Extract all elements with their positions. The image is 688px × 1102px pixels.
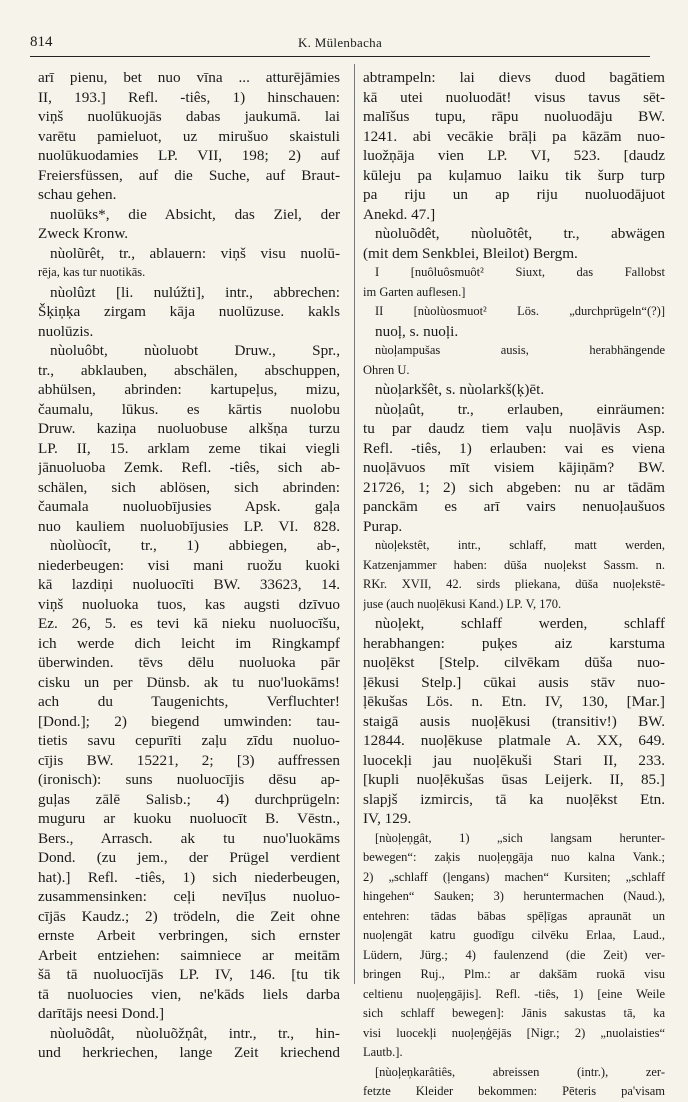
text-line: nuoļāvuos mīt visiem kājiņām? BW. [363,459,665,476]
text-line: [nùoļeņkarâtiês, abreissen (intr.), zer- [375,1064,665,1079]
text-line: nùoļarkšêt, s. nùolarkš(ķ)ēt. [375,381,545,398]
text-line: entehren: tādas bābas spēļīgas apraunāt un [363,908,665,923]
text-line: nuoļ, s. nuoļi. [375,322,459,340]
text-line: Refl. -tiês, 1) erlauben: vai es viena [363,439,665,457]
text-line: panckām es arī vairs nenuoļaušuos [363,498,665,515]
text-line: ļēkušas Lös. n. Etn. IV, 130, [Mar.] [363,693,665,710]
text-line: fetzte Kleider bekommen: Pēteris pa'visam [363,1084,665,1098]
page-header [30,34,650,57]
text-line: čaumalu, lūkus. es kārtis nuolobu [38,400,340,418]
text-line: nùoluôbt, nùoluobt Druw., Spr., [50,342,340,359]
text-line: bringen Ruj., Plm.: ar dakšām ruokā visu [363,967,665,981]
text-line: schau gehen. [38,186,117,203]
text-line: IV, 129. [363,810,412,827]
text-line: slapjš izmircis, tā ka nuoļēkst Etn. [363,790,665,808]
text-line: ach du Taugenichts, Verfluchter! [38,693,340,710]
text-line: abhülsen, abrinden: kartupeļus, mizu, [38,381,340,398]
text-line: nuolūzis. [38,322,94,340]
text-line: Dond. (zu jem., der Prügel verdient [38,849,340,866]
text-line: II [nùolùosmuot² Lös. „durchprügeln“(?)] [375,304,665,318]
text-line: Purap. [363,517,403,535]
text-line: abtrampeln: lai dievs duod bagātiem [363,69,665,86]
running-title: K. Mülenbacha [297,35,383,50]
text-line: luožņāja vien LP. VI, 523. [daudz [363,147,665,164]
text-line: [kupli nuoļēkušas ūsas Leijerk. II, 85.] [363,771,665,788]
text-line: zusammensinken: ceļi nevīļus nuoluo- [38,888,340,905]
text-line: čaumala nuoluobījusies Apsk. gaļa [38,498,340,515]
text-line: nùoluõdêt, nùoluõtêt, tr., abwägen [375,225,665,242]
text-line: Šķiņķa zirgam kāja nuolūzuse. kakls [38,303,340,320]
text-line: kā lazdiņi nuoluocīti BW. 33623, 14. [38,576,340,593]
text-line: cisku un per Dünsb. ak tu nuo'luokāms! [38,673,340,691]
text-line: tr., abklauben, abschälen, abschuppen, [38,361,340,379]
text-line: I [nuôluôsmuôt² Siuxt, das Fallobst [375,265,665,279]
text-line: nùolũrêt, tr., ablauern: viņš visu nuolū- [50,244,340,262]
text-line: varētu pamieluot, uz mirušuo skaistuli [38,127,340,145]
text-line: LP. II, 15. arklam zeme tikai viegli [38,439,340,457]
text-line: im Garten auflesen.] [363,284,466,299]
text-line: überwinden. tēvs dēlu nuoluoka pār [38,654,340,671]
text-line: Arbeit entziehen: saimniece ar meitām [38,946,340,964]
text-line: nuoļēkst [Stelp. cilvēkam dūša nuo- [363,654,665,671]
text-line: bewegen“: zaķis nuoļeņgāja nuo kalna Vank.; [363,850,665,864]
text-line: nùoļekt, schlaff werden, schlaff [375,615,665,632]
text-line: Ohren U. [363,362,410,377]
text-line: niederbeugen: visi mani ruožu kuoki [38,556,340,574]
text-line: tā nuoluocies vien, ne'kāds liels darba [38,985,340,1003]
text-line: nùoļampušas ausis, herabhängende [375,343,665,357]
text-line: hat).] Refl. -tiês, 1) sich niederbeugen, [38,868,340,886]
text-line: tu par daudz tiem vaļu nuoļāvis Asp. [363,420,665,437]
text-line: [Dond.]; 2) biegend umwinden: tau- [38,712,340,730]
text-line: (mit dem Senkblei, Bleilot) Bergm. [363,244,578,262]
text-line: nùoluõdât, nùoluõžņât, intr., tr., hin- [50,1024,340,1042]
text-line: II, 193.] Refl. -tiês, 1) hinschauen: [38,88,340,106]
text-line: [nùoļeņgât, 1) „sich langsam herunter- [375,830,665,845]
text-line: pa riju un ap riju nuoluodājuot [363,186,665,203]
text-line: kā utei nuoluodāt! visus tavus sēt- [363,88,665,106]
text-line: nuolūks*, die Absicht, das Ziel, der [50,205,340,223]
text-line: guļas zālē Salisb.; 4) durchprügeln: [38,790,340,808]
text-line: nùolûzt [li. nulúžti], intr., abbrechen: [50,283,340,301]
text-line: nùoļekstêt, intr., schlaff, matt werden, [375,538,665,552]
text-line: nùolùocît, tr., 1) abbiegen, ab-, [50,537,340,554]
text-line: Zweck Kronw. [38,225,129,242]
text-line: ich werde dich leicht im Ringkampf [38,634,340,652]
text-line: šā tā nuoluocījās LP. IV, 146. [tu tik [38,966,340,983]
text-line: Lautb.]. [363,1045,403,1059]
text-line: Bers., Arrasch. ak tu nuo'luokāms [38,829,340,847]
text-line: darītājs neesi Dond.] [38,1005,165,1022]
text-line: juse (auch nuoļēkusi Kand.) LP. V, 170. [363,596,562,611]
text-line: viņš nuoluoka tuos, kas augsti dzīvuo [38,595,340,613]
text-line: arī pienu, bet nuo vīna ... atturējāmies [38,69,340,86]
column-divider [354,64,355,984]
text-line: und herkriechen, lange Zeit kriechend [38,1044,340,1061]
text-line: visi luocekļi nuoļeņģējās [Nigr.; 2) „nuolaisties“ [363,1025,665,1040]
text-line: 1241. abi vecākie brāļi pa kāzām nuo- [363,127,665,145]
text-line: nuolūkuodamies LP. VII, 198; 2) auf [38,147,340,164]
text-line: schälen, sich ablösen, sich abrinden: [38,478,340,496]
text-line: luocekļi jau nuoļēkuši Stari II, 233. [363,751,665,769]
text-line: Anekd. 47.] [363,205,436,223]
text-line: RKr. XVII, 42. sirds pliekana, dūša nuoļekstē- [363,577,665,591]
text-line: ernste Arbeit verbringen, sich ernster [38,927,340,944]
text-line: celtienu nuoļeņgājis]. Refl. -tiês, 1) [eine Weile [363,986,665,1001]
text-line: Katzenjammer haben: dūša nuoļekst Sassm. n. [363,557,665,572]
text-line: muguru ar kuoku nuoluocīt B. Vēstn., [38,810,340,827]
text-line: 21726, 1; 2) sich abgeben: nu ar tādām [363,478,665,496]
text-line: kūleju pa kuļamuo laiku tik šurp turp [363,166,665,184]
text-line: (ironisch): suns nuoluocījis dēsu ap- [38,771,340,788]
text-line: Freiersfüssen, auf die Suche, auf Braut- [38,166,340,184]
text-line: jānuoluoba Zemk. Refl. -tiês, sich ab- [38,459,340,476]
text-line: rēja, kas tur nuotikās. [38,265,146,279]
text-line: hingehen“ Sauken; 3) heruntermachen (Naud.), [363,889,665,903]
text-line: ļēkusi Stelp.] cūkai ausis stāv nuo- [363,673,665,691]
left-column [38,68,340,1063]
right-column [363,68,665,1102]
text-line: cījis BW. 15221, 2; [3) auffressen [38,751,340,769]
text-line: herabhangen: puķes aiz karstuma [363,634,665,652]
text-line: malīšus tupu, rāpu nuoluodāju BW. [363,108,665,125]
text-line: 12844. nuoļēkuse platmale A. XX, 649. [363,732,665,749]
text-line: Druw. kaziņa nuoluobuse alkšņa turzu [38,420,340,437]
text-line: nùoļaût, tr., erlauben, einräumen: [375,400,665,418]
text-line: nuo kauliem nuoluobījusies LP. VI. 828. [38,517,340,535]
text-line: Lüdern, Jürg.; 4) faulenzend (die Zeit) ver- [363,947,665,962]
text-line: 2) „schlaff (ļengans) machen“ Kursiten; „schlaff [363,869,665,884]
text-line: sich schlaff bewegen]: Jānis sakustas tā, ka [363,1006,665,1020]
page-number: 814 [30,34,53,50]
text-line: staigā ausis nuoļēkusi (transitiv!) BW. [363,712,665,730]
text-line: Ez. 26, 5. es tevi kā nieku nuoluocīšu, [38,615,340,632]
text-line: cījās Kaudz.; 2) trödeln, die Zeit ohne [38,907,340,925]
text-line: nuoļengāt katru guodīgu cilvēku Erlaa, Laud., [363,928,665,942]
text-line: tietis savu cepurīti zaļu zīdu nuoluo- [38,732,340,749]
text-line: viņš nuolūkuojās dabas jaukumā. lai [38,108,340,125]
